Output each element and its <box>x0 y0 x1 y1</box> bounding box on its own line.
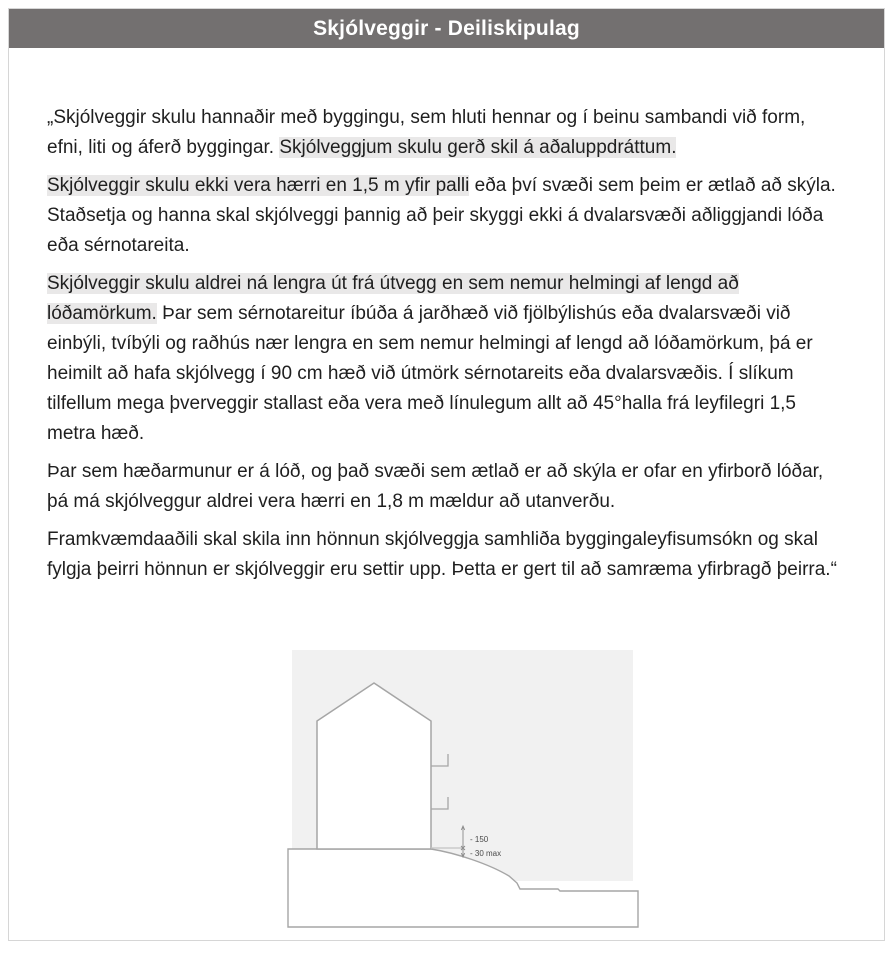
plain-text: „Skjólveggir skulu hannaðir með byggingu, sem hluti hennar og í beinu sambandi við form, efni, liti og áferð byggingar. <box>47 107 806 158</box>
document-page <box>8 8 885 941</box>
page-title: Skjólveggir - Deiliskipulag <box>313 16 580 40</box>
body-text <box>9 48 884 585</box>
page-title-bar <box>9 9 884 48</box>
plain-text: Þar sem hæðarmunur er á lóð, og það svæði sem ætlað er að skýla er ofar en yfirborð lóðar, þá má skjólveggur aldrei vera hærri en 1,8 m mældur að utanverðu. <box>47 461 824 512</box>
highlighted-text: Skjólveggir skulu aldrei ná lengra út frá útvegg en sem nemur helmingi af lengd að lóðamörkum. <box>47 273 739 324</box>
section-drawing-svg <box>281 646 661 938</box>
site-section-diagram <box>281 646 661 938</box>
paragraph <box>47 269 844 449</box>
dimension-label-150: - 150 <box>470 835 489 844</box>
paragraph <box>47 457 844 517</box>
highlighted-text: Skjólveggjum skulu gerð skil á aðaluppdráttum. <box>279 137 677 158</box>
paragraph <box>47 525 844 585</box>
highlighted-text: Skjólveggir skulu ekki vera hærri en 1,5 m yfir palli <box>47 175 470 196</box>
paragraph <box>47 103 844 163</box>
plain-text: Þar sem sérnotareitur íbúða á jarðhæð við fjölbýlishús eða dvalarsvæði við einbýli, tvíbýli og raðhús nær lengra en sem nemur helmingi af lengd að lóðamörkum, þá er heimilt að hafa skjólvegg í 90 cm hæð við útmörk sérnotareits eða dvalarsvæðis. Í slíkum tilfellum mega þverveggir stallast eða vera með línulegum allt að 45°halla frá leyfilegri 1,5 metra hæð. <box>47 303 813 444</box>
paragraph <box>47 171 844 261</box>
plain-text: Framkvæmdaaðili skal skila inn hönnun skjólveggja samhliða byggingaleyfisumsókn og skal fylgja þeirri hönnun er skjólveggir eru settir upp. Þetta er gert til að samræma yfirbragð þeirra.“ <box>47 529 837 580</box>
dimension-label-30-max: - 30 max <box>470 849 502 858</box>
plain-text: eða því svæði sem þeim er ætlað að skýla. Staðsetja og hanna skal skjólveggi þannig að þeir skyggi ekki á dvalarsvæði aðliggjandi lóða eða sérnotareita. <box>47 175 836 256</box>
